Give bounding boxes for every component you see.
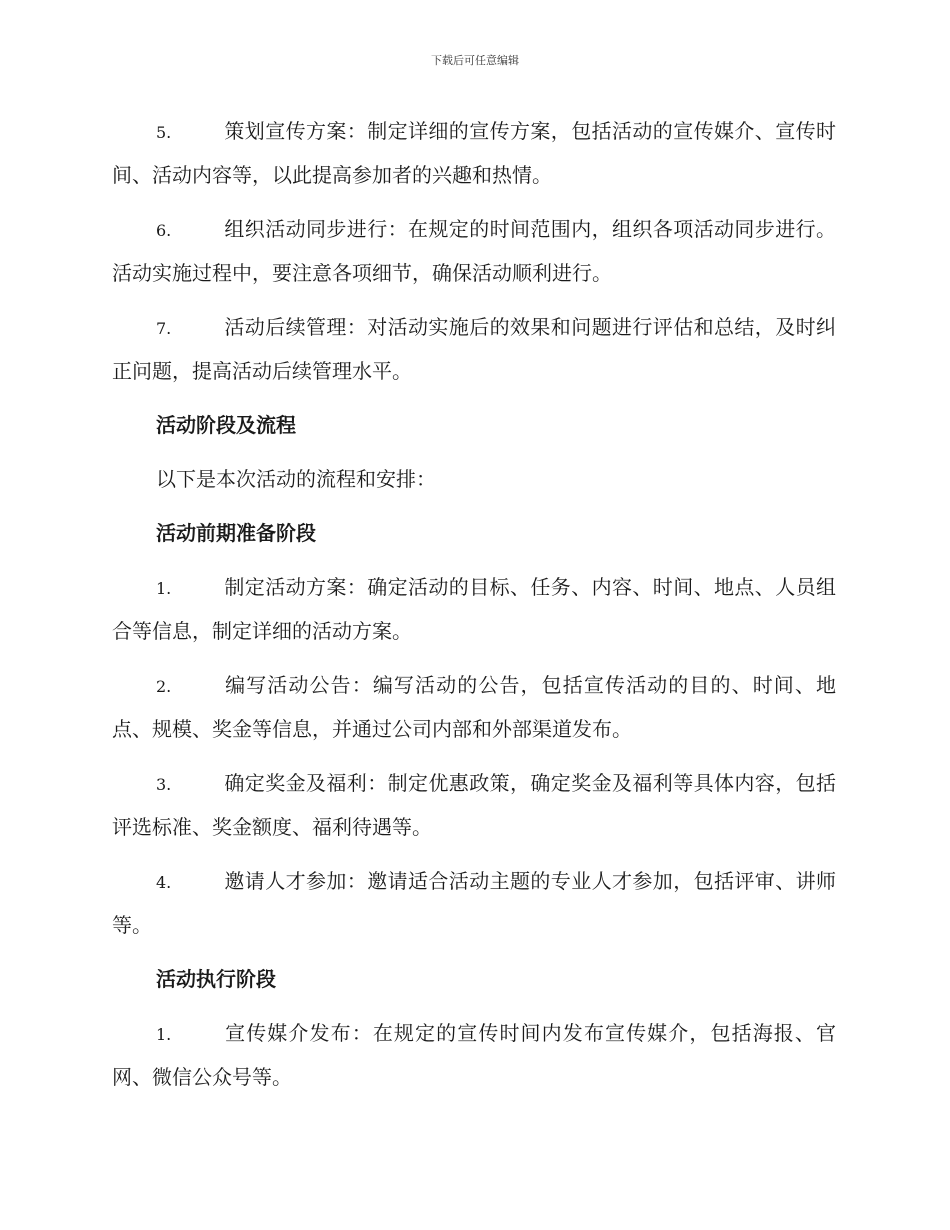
list-item-text: 确定奖金及福利：制定优惠政策，确定奖金及福利等具体内容，包括评选标准、奖金额度、福利待遇等。 bbox=[112, 771, 836, 839]
section-heading-prep: 活动前期准备阶段 bbox=[156, 521, 316, 545]
list-item bbox=[112, 566, 836, 653]
list-item-text: 宣传媒介发布：在规定的宣传时间内发布宣传媒介，包括海报、官网、微信公众号等。 bbox=[112, 1021, 836, 1089]
list-item bbox=[112, 664, 836, 751]
page-header: 下载后可任意编辑 bbox=[431, 54, 519, 67]
list-item-number: 7. bbox=[156, 319, 172, 338]
list-item-text: 编写活动公告：编写活动的公告，包括宣传活动的目的、时间、地点、规模、奖金等信息，并通过公司内部和外部渠道发布。 bbox=[112, 673, 836, 741]
list-item-text: 制定活动方案：确定活动的目标、任务、内容、时间、地点、人员组合等信息，制定详细的活动方案。 bbox=[112, 575, 836, 643]
document-body bbox=[112, 110, 836, 1110]
list-item-number: 1. bbox=[156, 579, 172, 598]
list-item bbox=[112, 1012, 836, 1099]
list-item-number: 2. bbox=[156, 677, 172, 696]
list-item bbox=[112, 306, 836, 393]
list-item-number: 1. bbox=[156, 1025, 172, 1044]
list-item bbox=[112, 860, 836, 947]
list-item-text: 活动后续管理：对活动实施后的效果和问题进行评估和总结，及时纠正问题，提高活动后续管理水平。 bbox=[112, 315, 836, 383]
list-item-text: 邀请人才参加：邀请适合活动主题的专业人才参加，包括评审、讲师等。 bbox=[112, 869, 836, 937]
list-item-number: 3. bbox=[156, 775, 172, 794]
list-item bbox=[112, 762, 836, 849]
list-item-number: 5. bbox=[156, 123, 172, 142]
list-item-number: 4. bbox=[156, 873, 172, 892]
section-heading-stages: 活动阶段及流程 bbox=[156, 413, 296, 437]
section-heading-exec: 活动执行阶段 bbox=[156, 967, 276, 991]
list-item bbox=[112, 208, 836, 295]
list-item bbox=[112, 110, 836, 197]
list-item-number: 6. bbox=[156, 221, 172, 240]
intro-paragraph: 以下是本次活动的流程和安排： bbox=[156, 467, 436, 491]
list-item-text: 策划宣传方案：制定详细的宣传方案，包括活动的宣传媒介、宣传时间、活动内容等，以此提高参加者的兴趣和热情。 bbox=[112, 119, 836, 187]
list-item-text: 组织活动同步进行：在规定的时间范围内，组织各项活动同步进行。活动实施过程中，要注意各项细节，确保活动顺利进行。 bbox=[112, 217, 836, 285]
